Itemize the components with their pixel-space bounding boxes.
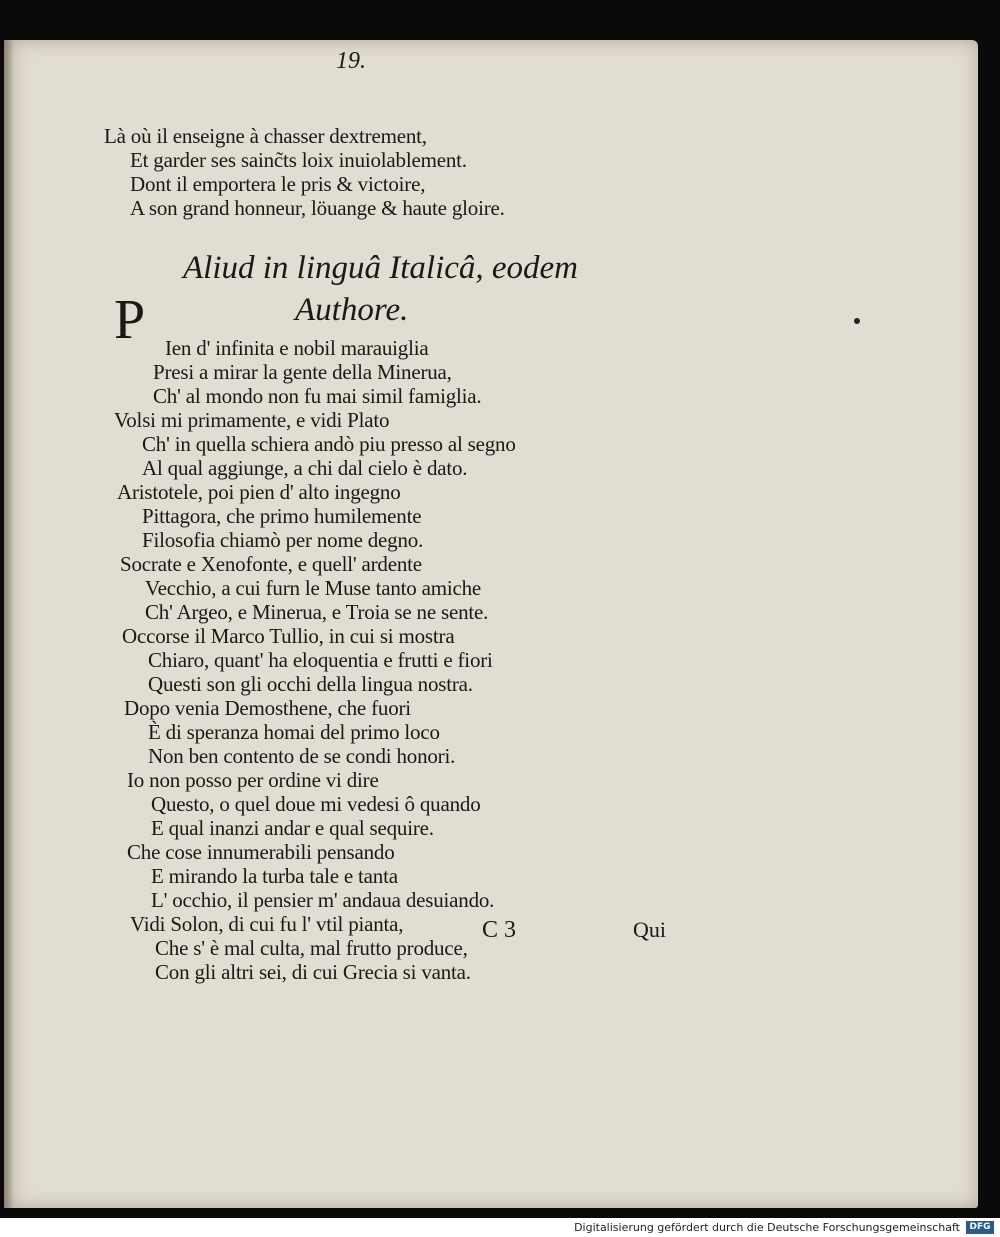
poem-line: Ch' al mondo non fu mai simil famiglia. [153,384,482,408]
heading-line-1: Aliud in linguâ Italicâ, eodem [183,250,579,286]
poem-line: Socrate e Xenofonte, e quell' ardente [120,552,422,576]
signature-mark: C 3 [482,917,517,943]
poem-line: Vidi Solon, di cui fu l' vtil pianta, [130,912,404,936]
poem-line: L' occhio, il pensier m' andaua desuiando. [151,888,495,912]
verse-line: Là où il enseigne à chasser dextrement, [104,124,427,148]
catchword: Qui [633,917,666,942]
poem-line: Io non posso per ordine vi dire [127,768,379,792]
poem-line: Che s' è mal culta, mal frutto produce, [155,936,468,960]
poem-line: Occorse il Marco Tullio, in cui si mostra [122,624,455,648]
page-number: 19. [336,48,366,74]
poem-line: Al qual aggiunge, a chi dal cielo è dato. [142,456,468,480]
drop-cap: P [114,289,146,351]
poem-line: Presi a mirar la gente della Minerua, [153,360,452,384]
poem-line: Questi son gli occhi della lingua nostra. [148,672,473,696]
poem-line: Che cose innumerabili pensando [127,840,395,864]
poem-line: Ch' in quella schiera andò piu presso al segno [142,432,516,456]
poem-line: Volsi mi primamente, e vidi Plato [114,408,390,432]
poem-line: Con gli altri sei, di cui Grecia si vanta. [155,960,471,984]
poem-line: Non ben contento de se condi honori. [148,744,456,768]
verse-line: Et garder ses sainc̃ts loix inuiolablement. [130,148,467,172]
verse-line: A son grand honneur, löuange & haute gloire. [130,196,505,220]
poem-line: Questo, o quel doue mi vedesi ô quando [151,792,481,816]
poem-line: Dopo venia Demosthene, che fuori [124,696,411,720]
poem-line: Pittagora, che primo humilemente [142,504,422,528]
poem-line: Chiaro, quant' ha eloquentia e frutti e fiori [148,648,493,672]
poem-line: È di speranza homai del primo loco [148,720,440,744]
digitization-footer [0,1218,1000,1237]
poem-line: Aristotele, poi pien d' alto ingegno [117,480,401,504]
poem-line: Vecchio, a cui furn le Muse tanto amiche [145,576,482,600]
poem-line: E mirando la turba tale e tanta [151,864,398,888]
verse-line: Dont il emportera le pris & victoire, [130,172,426,196]
poem-line: Ch' Argeo, e Minerua, e Troia se ne sente. [145,600,489,624]
footer-credit: Digitalisierung gefördert durch die Deutsche Forschungsgemeinschaft [574,1221,960,1234]
heading-line-2: Authore. [295,292,409,328]
poem-line: E qual inanzi andar e qual sequire. [151,816,434,840]
poem-line: Filosofia chiamò per nome degno. [142,528,424,552]
poem-line: Ien d' infinita e nobil marauiglia [165,336,429,360]
dfg-logo: DFG [966,1221,994,1234]
